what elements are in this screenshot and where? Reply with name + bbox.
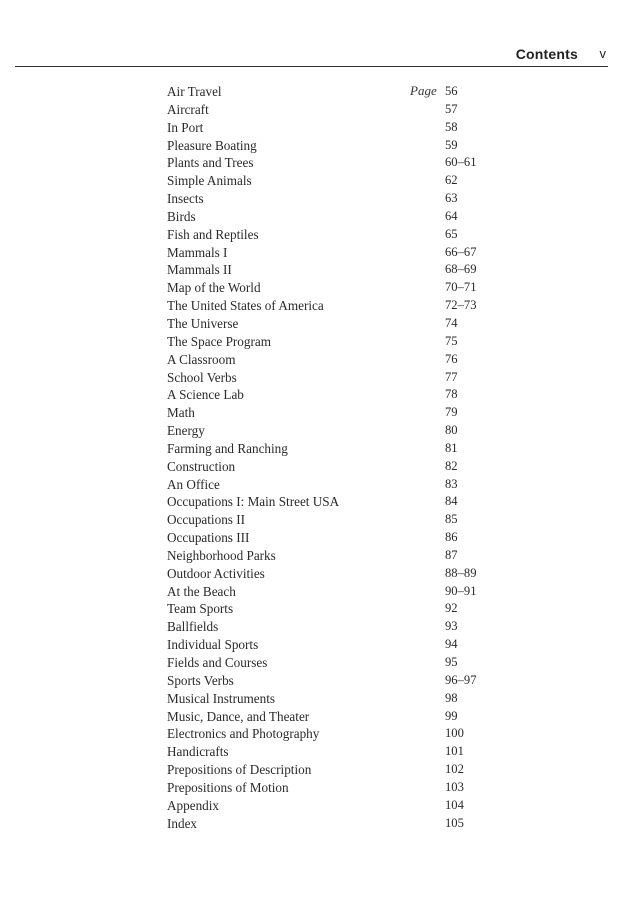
toc-entry: [167, 511, 497, 529]
toc-entry: [167, 404, 497, 422]
toc-entry: [167, 815, 497, 833]
toc-entry-pages: 74: [445, 315, 458, 330]
toc-entry-pages: 72–73: [445, 298, 477, 313]
toc-entry-pages: 75: [445, 333, 458, 348]
toc-entry-title: School Verbs: [167, 369, 237, 385]
toc-entry: [167, 83, 497, 101]
toc-entry-title: Neighborhood Parks: [167, 547, 276, 563]
toc-entry: [167, 618, 497, 636]
toc-entry-title: The Space Program: [167, 333, 271, 349]
toc-entry-pages: 76: [445, 351, 458, 366]
toc-entry-pages: 101: [445, 744, 464, 759]
toc-entry: [167, 636, 497, 654]
toc-entry: [167, 279, 497, 297]
toc-entry-title: Electronics and Photography: [167, 726, 320, 742]
toc-entry-title: Musical Instruments: [167, 690, 276, 706]
toc-entry-title: In Port: [167, 119, 204, 135]
toc-entry-pages: 81: [445, 440, 458, 455]
toc-entry-pages: 92: [445, 601, 458, 616]
toc-entry: [167, 386, 497, 404]
toc-entry-pages: 105: [445, 815, 464, 830]
toc-entry: [167, 297, 497, 315]
toc-entry: [167, 333, 497, 351]
toc-entry-title: Sports Verbs: [167, 672, 234, 688]
toc-entry-title: Prepositions of Motion: [167, 779, 289, 795]
toc-entry: [167, 440, 497, 458]
page-number: v: [599, 46, 606, 61]
toc-entry-title: Individual Sports: [167, 637, 259, 653]
toc-entry-pages: 99: [445, 708, 458, 723]
toc-entry: [167, 672, 497, 690]
toc-entry-title: Prepositions of Description: [167, 762, 312, 778]
toc-entry-pages: 80: [445, 423, 458, 438]
toc-entry-title: Ballfields: [167, 619, 219, 635]
toc-entry-pages: 82: [445, 458, 458, 473]
toc-entry-title: The Universe: [167, 315, 239, 331]
toc-entry-title: Team Sports: [167, 601, 234, 617]
toc-entry-title: Map of the World: [167, 280, 261, 296]
toc-entry-title: The United States of America: [167, 298, 324, 314]
toc-entry-pages: 87: [445, 547, 458, 562]
toc-entry-pages: 90–91: [445, 583, 477, 598]
toc-entry-title: Plants and Trees: [167, 155, 254, 171]
toc-entry: [167, 529, 497, 547]
toc-entry: [167, 369, 497, 387]
toc-entry-title: Farming and Ranching: [167, 440, 288, 456]
toc-entry: [167, 600, 497, 618]
toc-entry-title: Index: [167, 815, 198, 831]
toc-entry-pages: 59: [445, 137, 458, 152]
toc-entry: [167, 351, 497, 369]
toc-entry: [167, 708, 497, 726]
page-header: [0, 44, 606, 64]
toc-entry: [167, 119, 497, 137]
toc-entry-pages: 60–61: [445, 155, 477, 170]
toc-entry-pages: 65: [445, 226, 458, 241]
toc-entry-title: At the Beach: [167, 583, 236, 599]
toc-entry-pages: 78: [445, 387, 458, 402]
toc-entry-title: Simple Animals: [167, 173, 252, 189]
toc-entry-pages: 93: [445, 619, 458, 634]
table-of-contents: [167, 83, 497, 832]
toc-entry-pages: 104: [445, 797, 464, 812]
toc-entry-title: Mammals II: [167, 262, 232, 278]
toc-entry: [167, 779, 497, 797]
toc-entry-pages: 95: [445, 655, 458, 669]
toc-entry-pages: 79: [445, 405, 458, 420]
toc-entry-title: Fields and Courses: [167, 655, 268, 670]
toc-entry-pages: 66–67: [445, 244, 477, 259]
toc-entry-pages: 77: [445, 369, 458, 384]
toc-entry-pages: 70–71: [445, 280, 477, 295]
toc-entry-title: Insects: [167, 191, 204, 207]
page-title: Contents: [515, 46, 578, 62]
toc-entry: [167, 315, 497, 333]
toc-entry-pages: 103: [445, 779, 464, 794]
toc-entry-pages: 56: [445, 84, 458, 98]
toc-entry: [167, 137, 497, 155]
toc-entry: [167, 244, 497, 262]
toc-entry-title: Math: [167, 405, 195, 421]
toc-entry-pages: 62: [445, 173, 458, 188]
toc-entry: [167, 208, 497, 226]
toc-entry-title: Construction: [167, 458, 236, 474]
toc-entry: [167, 226, 497, 244]
toc-entry-title: An Office: [167, 476, 220, 492]
toc-entry: [167, 797, 497, 815]
toc-entry-title: A Classroom: [167, 351, 236, 367]
toc-entry: [167, 690, 497, 708]
toc-entry-pages: 88–89: [445, 565, 477, 580]
toc-entry-title: Energy: [167, 423, 205, 439]
toc-entry: [167, 458, 497, 476]
toc-entry: [167, 761, 497, 779]
toc-entry: [167, 654, 497, 672]
toc-entry-pages: 94: [445, 637, 458, 652]
toc-entry-title: Appendix: [167, 797, 220, 813]
toc-entry: [167, 725, 497, 743]
toc-entry-title: A Science Lab: [167, 387, 244, 403]
toc-entry-title: Mammals I: [167, 244, 228, 260]
toc-entry-title: Occupations III: [167, 530, 250, 546]
toc-entry: [167, 493, 497, 511]
toc-entry: [167, 172, 497, 190]
toc-entry-title: Occupations I: Main Street USA: [167, 494, 340, 510]
toc-entry-pages: 102: [445, 762, 464, 777]
toc-entry: [167, 583, 497, 601]
header-divider: [15, 66, 608, 67]
toc-entry: [167, 101, 497, 119]
toc-entry-title: Fish and Reptiles: [167, 226, 259, 242]
toc-entry-pages: 63: [445, 191, 458, 206]
toc-entry-title: Occupations II: [167, 512, 245, 528]
toc-entry: [167, 190, 497, 208]
page-column-label: Page: [410, 83, 437, 98]
toc-entry: [167, 565, 497, 583]
toc-entry: [167, 476, 497, 494]
toc-entry: [167, 743, 497, 761]
toc-entry-title: Handicrafts: [167, 744, 229, 760]
toc-entry: [167, 154, 497, 172]
toc-entry-title: Outdoor Activities: [167, 565, 265, 581]
toc-entry-title: Pleasure Boating: [167, 137, 257, 153]
toc-entry-pages: 84: [445, 494, 458, 509]
toc-entry-pages: 57: [445, 101, 458, 116]
toc-entry-pages: 86: [445, 530, 458, 545]
toc-entry: [167, 261, 497, 279]
toc-entry-title: Aircraft: [167, 101, 209, 117]
toc-entry-pages: 58: [445, 119, 458, 134]
toc-entry: [167, 547, 497, 565]
toc-entry-pages: 100: [445, 726, 464, 741]
toc-entry-pages: 98: [445, 690, 458, 705]
toc-entry-pages: 96–97: [445, 672, 477, 687]
toc-entry-pages: 85: [445, 512, 458, 527]
toc-entry-title: Air Travel: [167, 84, 222, 99]
toc-entry-title: Birds: [167, 208, 196, 224]
toc-entry-pages: 68–69: [445, 262, 477, 277]
toc-entry-pages: 64: [445, 208, 458, 223]
toc-entry-title: Music, Dance, and Theater: [167, 708, 310, 724]
toc-entry: [167, 422, 497, 440]
toc-entry-pages: 83: [445, 476, 458, 491]
